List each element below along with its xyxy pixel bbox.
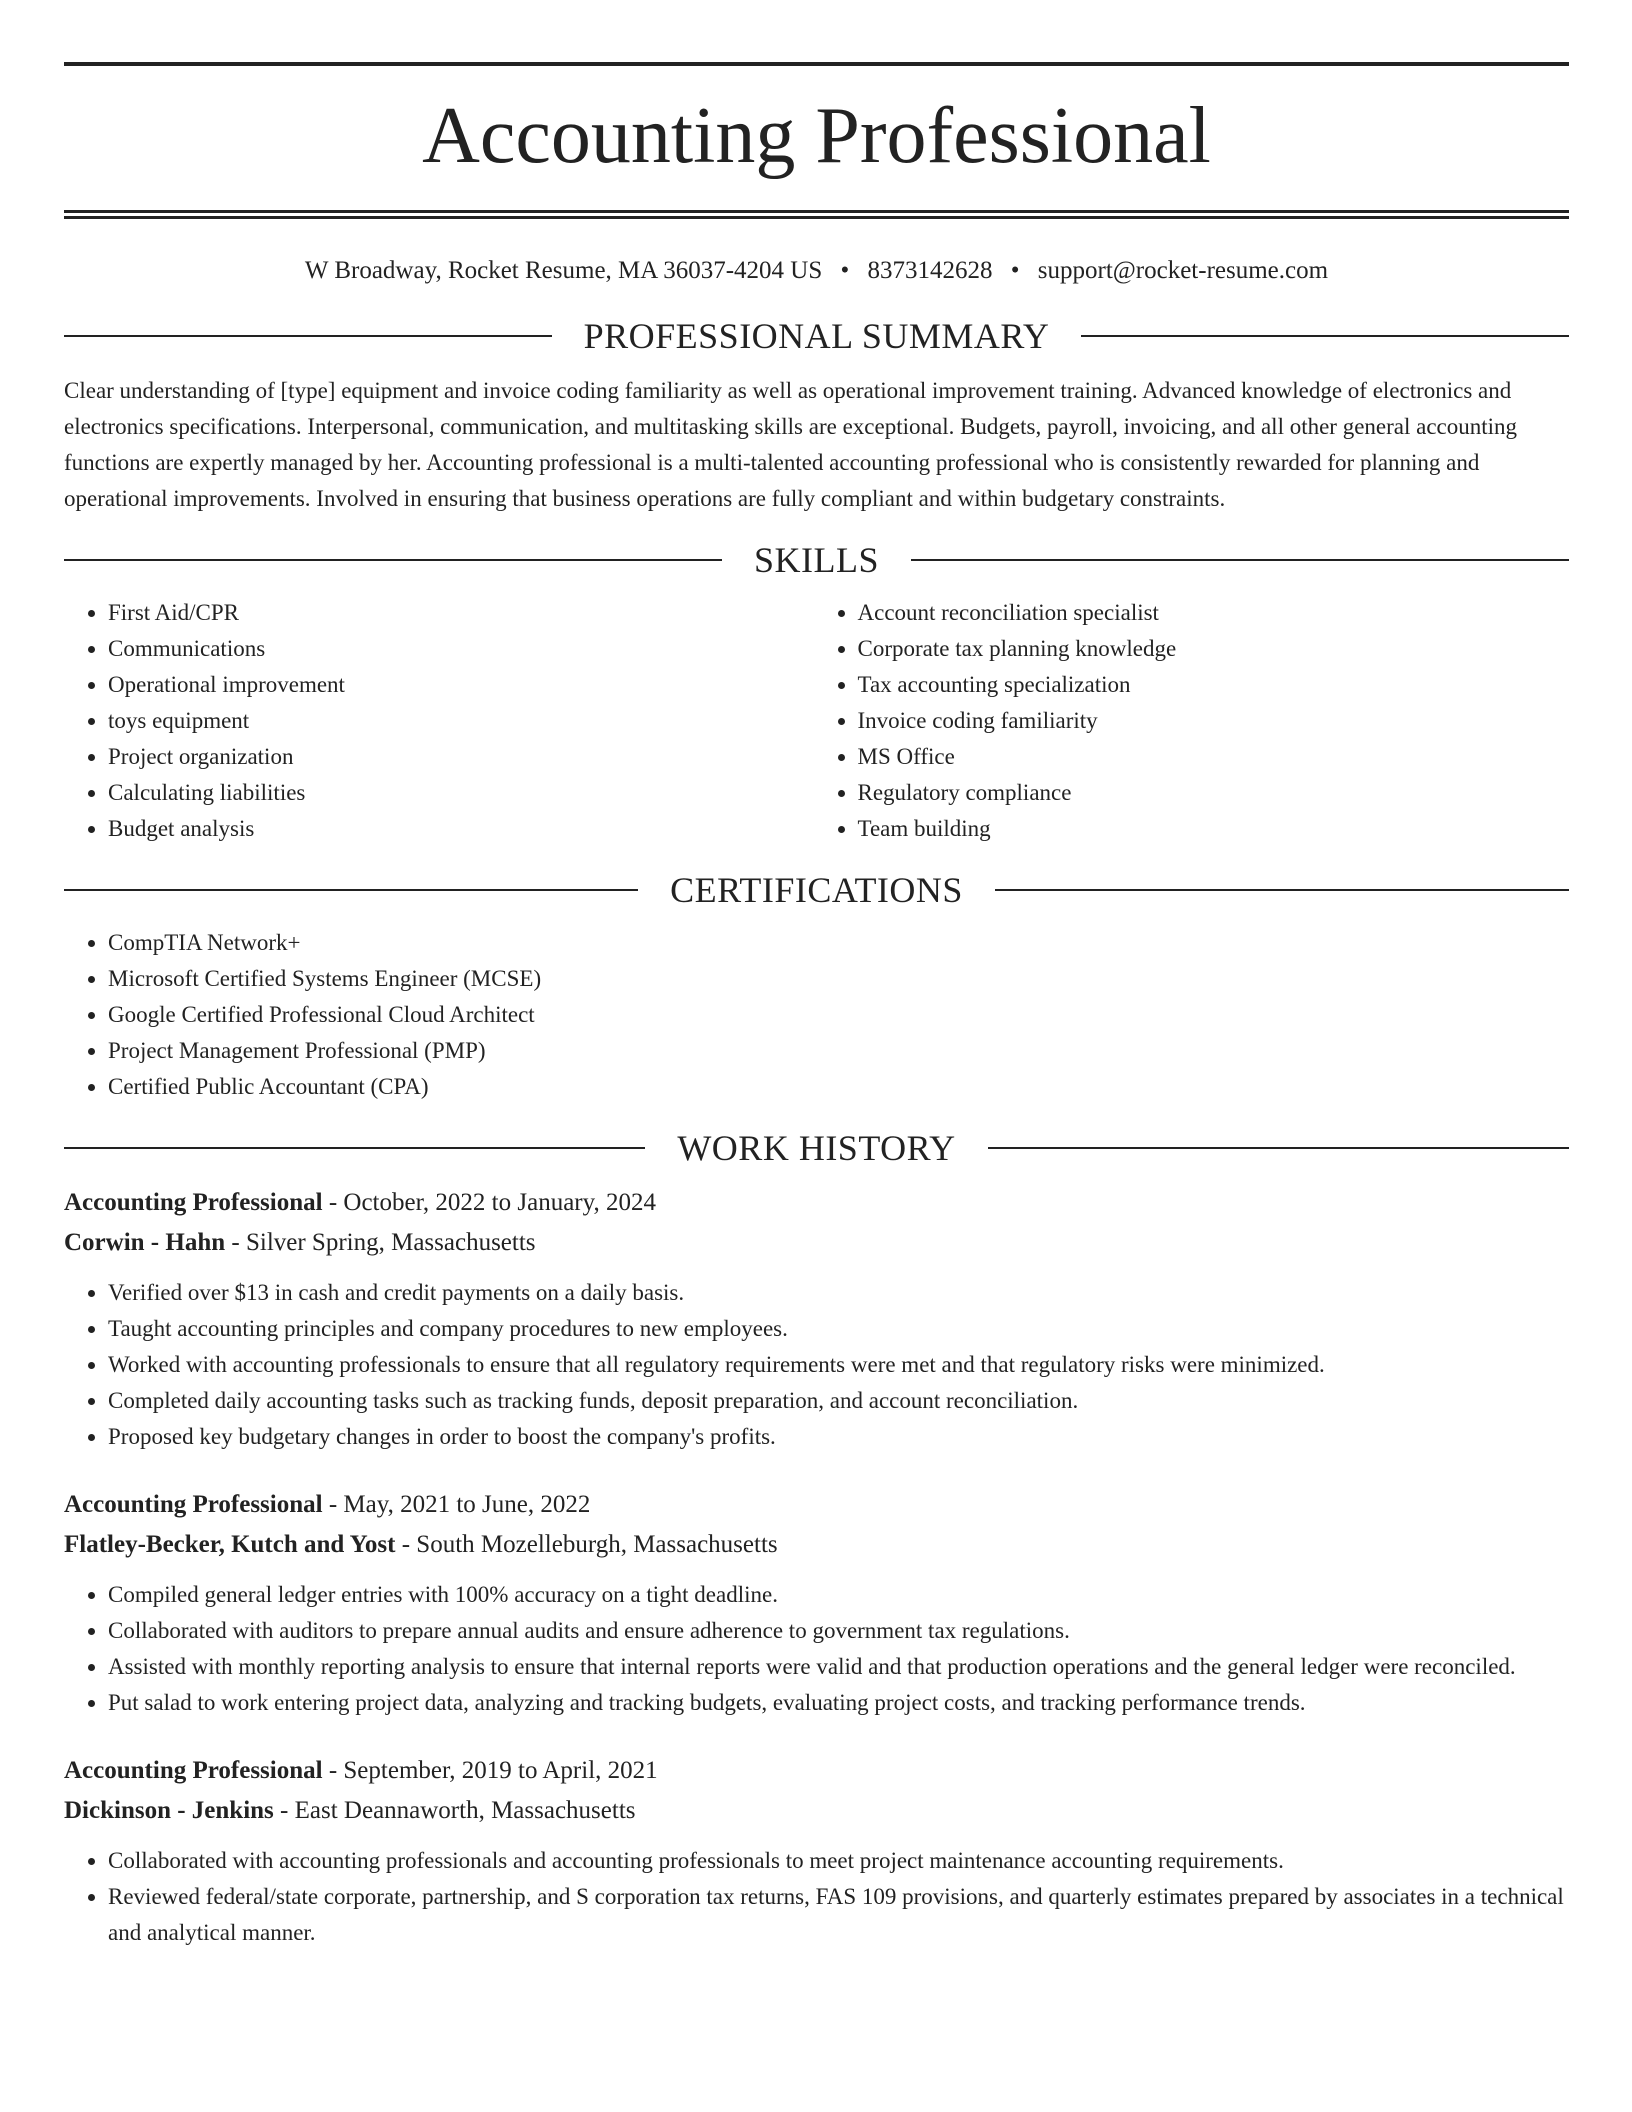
skill-item: • toys equipment (108, 703, 820, 739)
divider (64, 559, 722, 561)
contact-separator: • (840, 257, 850, 284)
name-underline (64, 210, 1569, 219)
skill-item: • Project organization (108, 739, 820, 775)
certification-item: • Microsoft Certified Systems Engineer (MCSE) (108, 961, 1569, 997)
skill-item: • Calculating liabilities (108, 775, 820, 811)
job-company: Dickinson - Jenkins (64, 1797, 274, 1824)
job-bullets (64, 1577, 1569, 1721)
skill-item: • Operational improvement (108, 667, 820, 703)
divider (64, 1147, 645, 1149)
job-bullet: • Verified over $13 in cash and credit payments on a daily basis. (108, 1275, 1569, 1311)
job-location: - East Deannaworth, Massachusetts (273, 1797, 636, 1824)
skill-item: • Invoice coding familiarity (858, 703, 1570, 739)
job-entry (64, 1183, 1569, 1455)
skill-item: • First Aid/CPR (108, 595, 820, 631)
job-bullet: • Collaborated with accounting professionals and accounting professionals to meet project maintenance accounting requirements. (108, 1843, 1569, 1879)
divider (1081, 335, 1569, 337)
top-rule (64, 62, 1569, 66)
job-company: Corwin - Hahn (64, 1229, 226, 1256)
skill-item: • Communications (108, 631, 820, 667)
contact-line (64, 255, 1569, 287)
certification-item: • Certified Public Accountant (CPA) (108, 1069, 1569, 1105)
skills-heading (64, 539, 1569, 581)
job-title-line (64, 1751, 1569, 1791)
job-company: Flatley-Becker, Kutch and Yost (64, 1531, 396, 1558)
job-location: - Silver Spring, Massachusetts (225, 1229, 536, 1256)
job-bullets (64, 1843, 1569, 1951)
skill-item: • MS Office (858, 739, 1570, 775)
contact-separator: • (1010, 257, 1020, 284)
skill-item: • Corporate tax planning knowledge (858, 631, 1570, 667)
certifications-heading (64, 869, 1569, 911)
summary-heading (64, 315, 1569, 357)
divider (64, 889, 638, 891)
job-bullets (64, 1275, 1569, 1455)
job-bullet: • Compiled general ledger entries with 100% accuracy on a tight deadline. (108, 1577, 1569, 1613)
section-title: PROFESSIONAL SUMMARY (583, 316, 1050, 356)
job-bullet: • Taught accounting principles and company procedures to new employees. (108, 1311, 1569, 1347)
certification-item: • Google Certified Professional Cloud Architect (108, 997, 1569, 1033)
resume-page (64, 62, 1569, 1981)
certification-item: • Project Management Professional (PMP) (108, 1033, 1569, 1069)
section-title: WORK HISTORY (677, 1128, 956, 1168)
job-company-line (64, 1525, 1569, 1565)
job-bullet: • Completed daily accounting tasks such as tracking funds, deposit preparation, and account reconciliation. (108, 1383, 1569, 1419)
job-company-line (64, 1223, 1569, 1263)
candidate-name: Accounting Professional (422, 92, 1211, 180)
skill-item: • Budget analysis (108, 811, 820, 847)
job-title-line (64, 1485, 1569, 1525)
job-bullet: • Assisted with monthly reporting analysis to ensure that internal reports were valid and that production operations and the general ledger were reconciled. (108, 1649, 1569, 1685)
job-title-line (64, 1183, 1569, 1223)
skill-item: • Tax accounting specialization (858, 667, 1570, 703)
job-entry (64, 1751, 1569, 1951)
divider (988, 1147, 1569, 1149)
certifications-list (64, 925, 1569, 1105)
job-dates: - May, 2021 to June, 2022 (322, 1491, 591, 1518)
job-title: Accounting Professional (64, 1491, 323, 1518)
skills-column-left (64, 595, 820, 847)
job-location: - South Mozelleburgh, Massachusetts (395, 1531, 778, 1558)
job-bullet: • Reviewed federal/state corporate, partnership, and S corporation tax returns, FAS 109 provisions, and quarterly estimates prepared by associates in a technical and analytical manner. (108, 1879, 1569, 1951)
contact-address: W Broadway, Rocket Resume, MA 36037-4204 US (304, 257, 823, 284)
summary-text: Clear understanding of [type] equipment and invoice coding familiarity as well as operational improvement training. Advanced knowledge of electronics and electronics specifications. Interpersonal, communication, and multitasking skills are exceptional. Budgets, payroll, invoicing, and all other general accounting functions are expertly managed by her. Accounting professional is a multi-talented accounting professional who is consistently rewarded for planning and operational improvements. Involved in ensuring that business operations are fully compliant and within budgetary constraints. (64, 378, 1518, 511)
divider (64, 335, 552, 337)
job-dates: - September, 2019 to April, 2021 (322, 1757, 658, 1784)
job-entry (64, 1485, 1569, 1721)
skill-item: • Regulatory compliance (858, 775, 1570, 811)
job-bullet: • Worked with accounting professionals to ensure that all regulatory requirements were met and that regulatory risks were minimized. (108, 1347, 1569, 1383)
job-title: Accounting Professional (64, 1757, 323, 1784)
section-title: SKILLS (754, 540, 880, 580)
certification-item: • CompTIA Network+ (108, 925, 1569, 961)
divider (911, 559, 1569, 561)
job-bullet: • Put salad to work entering project data, analyzing and tracking budgets, evaluating project costs, and tracking performance trends. (108, 1685, 1569, 1721)
contact-email: support@rocket-resume.com (1037, 257, 1329, 284)
divider (995, 889, 1569, 891)
job-bullet: • Proposed key budgetary changes in order to boost the company's profits. (108, 1419, 1569, 1455)
job-bullet: • Collaborated with auditors to prepare annual audits and ensure adherence to government tax regulations. (108, 1613, 1569, 1649)
skills-column-right (820, 595, 1570, 847)
contact-phone: 8373142628 (867, 257, 993, 284)
job-dates: - October, 2022 to January, 2024 (322, 1189, 656, 1216)
job-company-line (64, 1791, 1569, 1831)
skill-item: • Account reconciliation specialist (858, 595, 1570, 631)
skills-list (64, 595, 1569, 847)
work-history-heading (64, 1127, 1569, 1169)
job-title: Accounting Professional (64, 1189, 323, 1216)
skill-item: • Team building (858, 811, 1570, 847)
section-title: CERTIFICATIONS (670, 870, 963, 910)
